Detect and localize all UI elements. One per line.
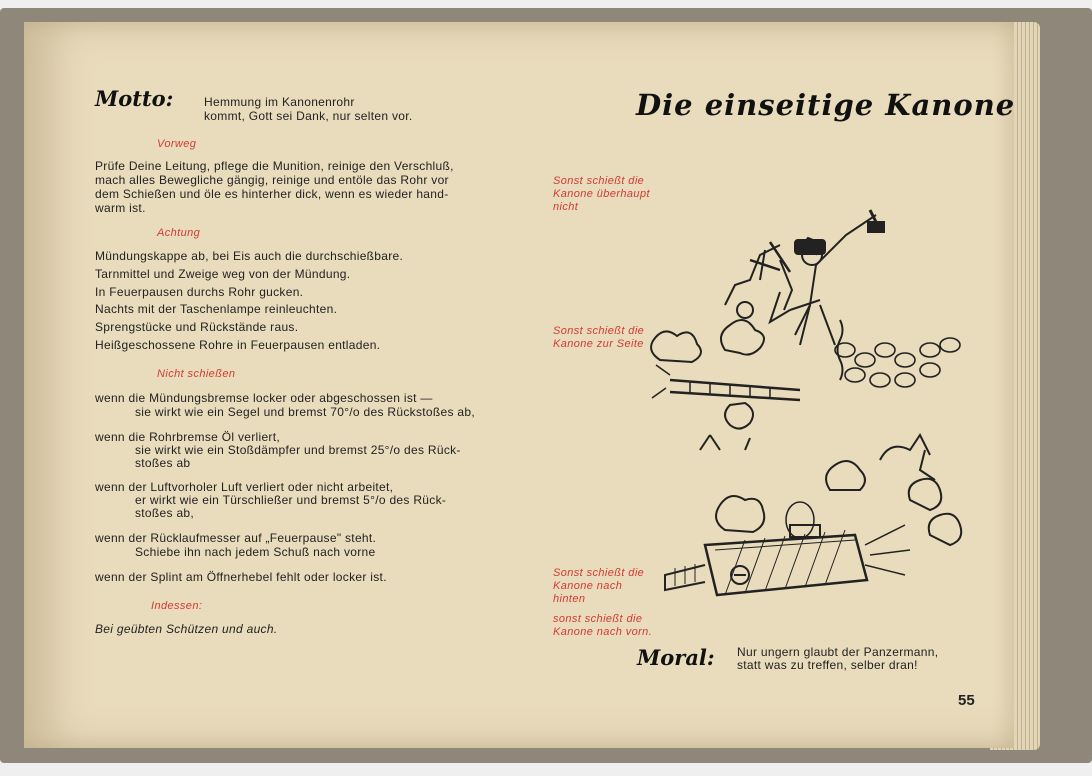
soldier-hammer-illustration [725,210,960,387]
moral-text-line-2: statt was zu treffen, selber dran! [737,658,918,672]
nicht-item-2-line-3: stoßes ab [135,456,191,470]
page-number: 55 [958,692,975,709]
nicht-item-1-line-1: wenn die Mündungsbremse locker oder abgeschossen ist — [95,391,433,405]
heading-achtung: Achtung [157,227,201,239]
barrel-side-explosion-illustration [651,320,800,429]
caption-2-line-1: Sonst schießt die [553,325,645,337]
vorweg-line-3: dem Schießen und öle es hinterher dick, wenn es wieder hand- [95,187,449,201]
nicht-item-2-line-2: sie wirkt wie ein Stoßdämpfer und bremst 25°/o des Rück- [135,443,461,457]
indessen-text: Bei geübten Schützen und auch. [95,622,278,636]
caption-4-line-2: Kanone nach vorn. [553,626,653,638]
caption-1-line-2: Kanone überhaupt [553,188,650,200]
tank-recoil-illustration [665,435,961,595]
caption-1-line-3: nicht [553,201,579,213]
nicht-item-2-line-1: wenn die Rohrbremse Öl verliert, [95,430,280,444]
nicht-item-4-line-2: Schiebe ihn nach jedem Schuß nach vorne [135,545,376,559]
motto-text-line-2: kommt, Gott sei Dank, nur selten vor. [204,109,413,123]
caption-2-line-2: Kanone zur Seite [553,338,644,350]
achtung-item-5: Sprengstücke und Rückstände raus. [95,320,299,334]
vorweg-line-4: warm ist. [95,201,146,215]
nicht-item-3-line-1: wenn der Luftvorholer Luft verliert oder nicht arbeitet, [95,480,394,494]
heading-vorweg: Vorweg [157,138,197,150]
motto-text-line-1: Hemmung im Kanonenrohr [204,95,355,109]
caption-3-line-1: Sonst schießt die [553,567,645,579]
heading-nicht-schiessen: Nicht schießen [157,368,236,380]
nicht-item-1-line-2: sie wirkt wie ein Segel und bremst 70°/o des Rückstoßes ab, [135,405,475,419]
page-title: Die einseitige Kanone [636,88,1016,122]
heading-indessen: Indessen: [151,600,203,612]
achtung-item-3: In Feuerpausen durchs Rohr gucken. [95,285,304,299]
moral-label: Moral: [637,645,715,670]
cartoon-illustrations [630,200,990,640]
achtung-item-6: Heißgeschossene Rohre in Feuerpausen entladen. [95,338,381,352]
nicht-item-3-line-2: er wirkt wie ein Türschließer und bremst 5°/o des Rück- [135,493,447,507]
achtung-item-4: Nachts mit der Taschenlampe reinleuchten. [95,302,338,316]
caption-1-line-1: Sonst schießt die [553,175,645,187]
moral-text-line-1: Nur ungern glaubt der Panzermann, [737,645,939,659]
caption-3-line-3: hinten [553,593,586,605]
vorweg-line-2: mach alles Bewegliche gängig, reinige und entöle das Rohr vor [95,173,449,187]
achtung-item-2: Tarnmittel und Zweige weg von der Mündung. [95,267,351,281]
nicht-item-4-line-1: wenn der Rücklaufmesser auf „Feuerpause" steht. [95,531,377,545]
nicht-item-3-line-3: stoßes ab, [135,506,195,520]
motto-label: Motto: [95,86,174,111]
caption-3-line-2: Kanone nach [553,580,623,592]
vorweg-line-1: Prüfe Deine Leitung, pflege die Munition, reinige den Verschluß, [95,159,454,173]
caption-4-line-1: sonst schießt die [553,613,643,625]
achtung-item-1: Mündungskappe ab, bei Eis auch die durchschießbare. [95,249,404,263]
nicht-item-5: wenn der Splint am Öffnerhebel fehlt oder locker ist. [95,570,387,584]
